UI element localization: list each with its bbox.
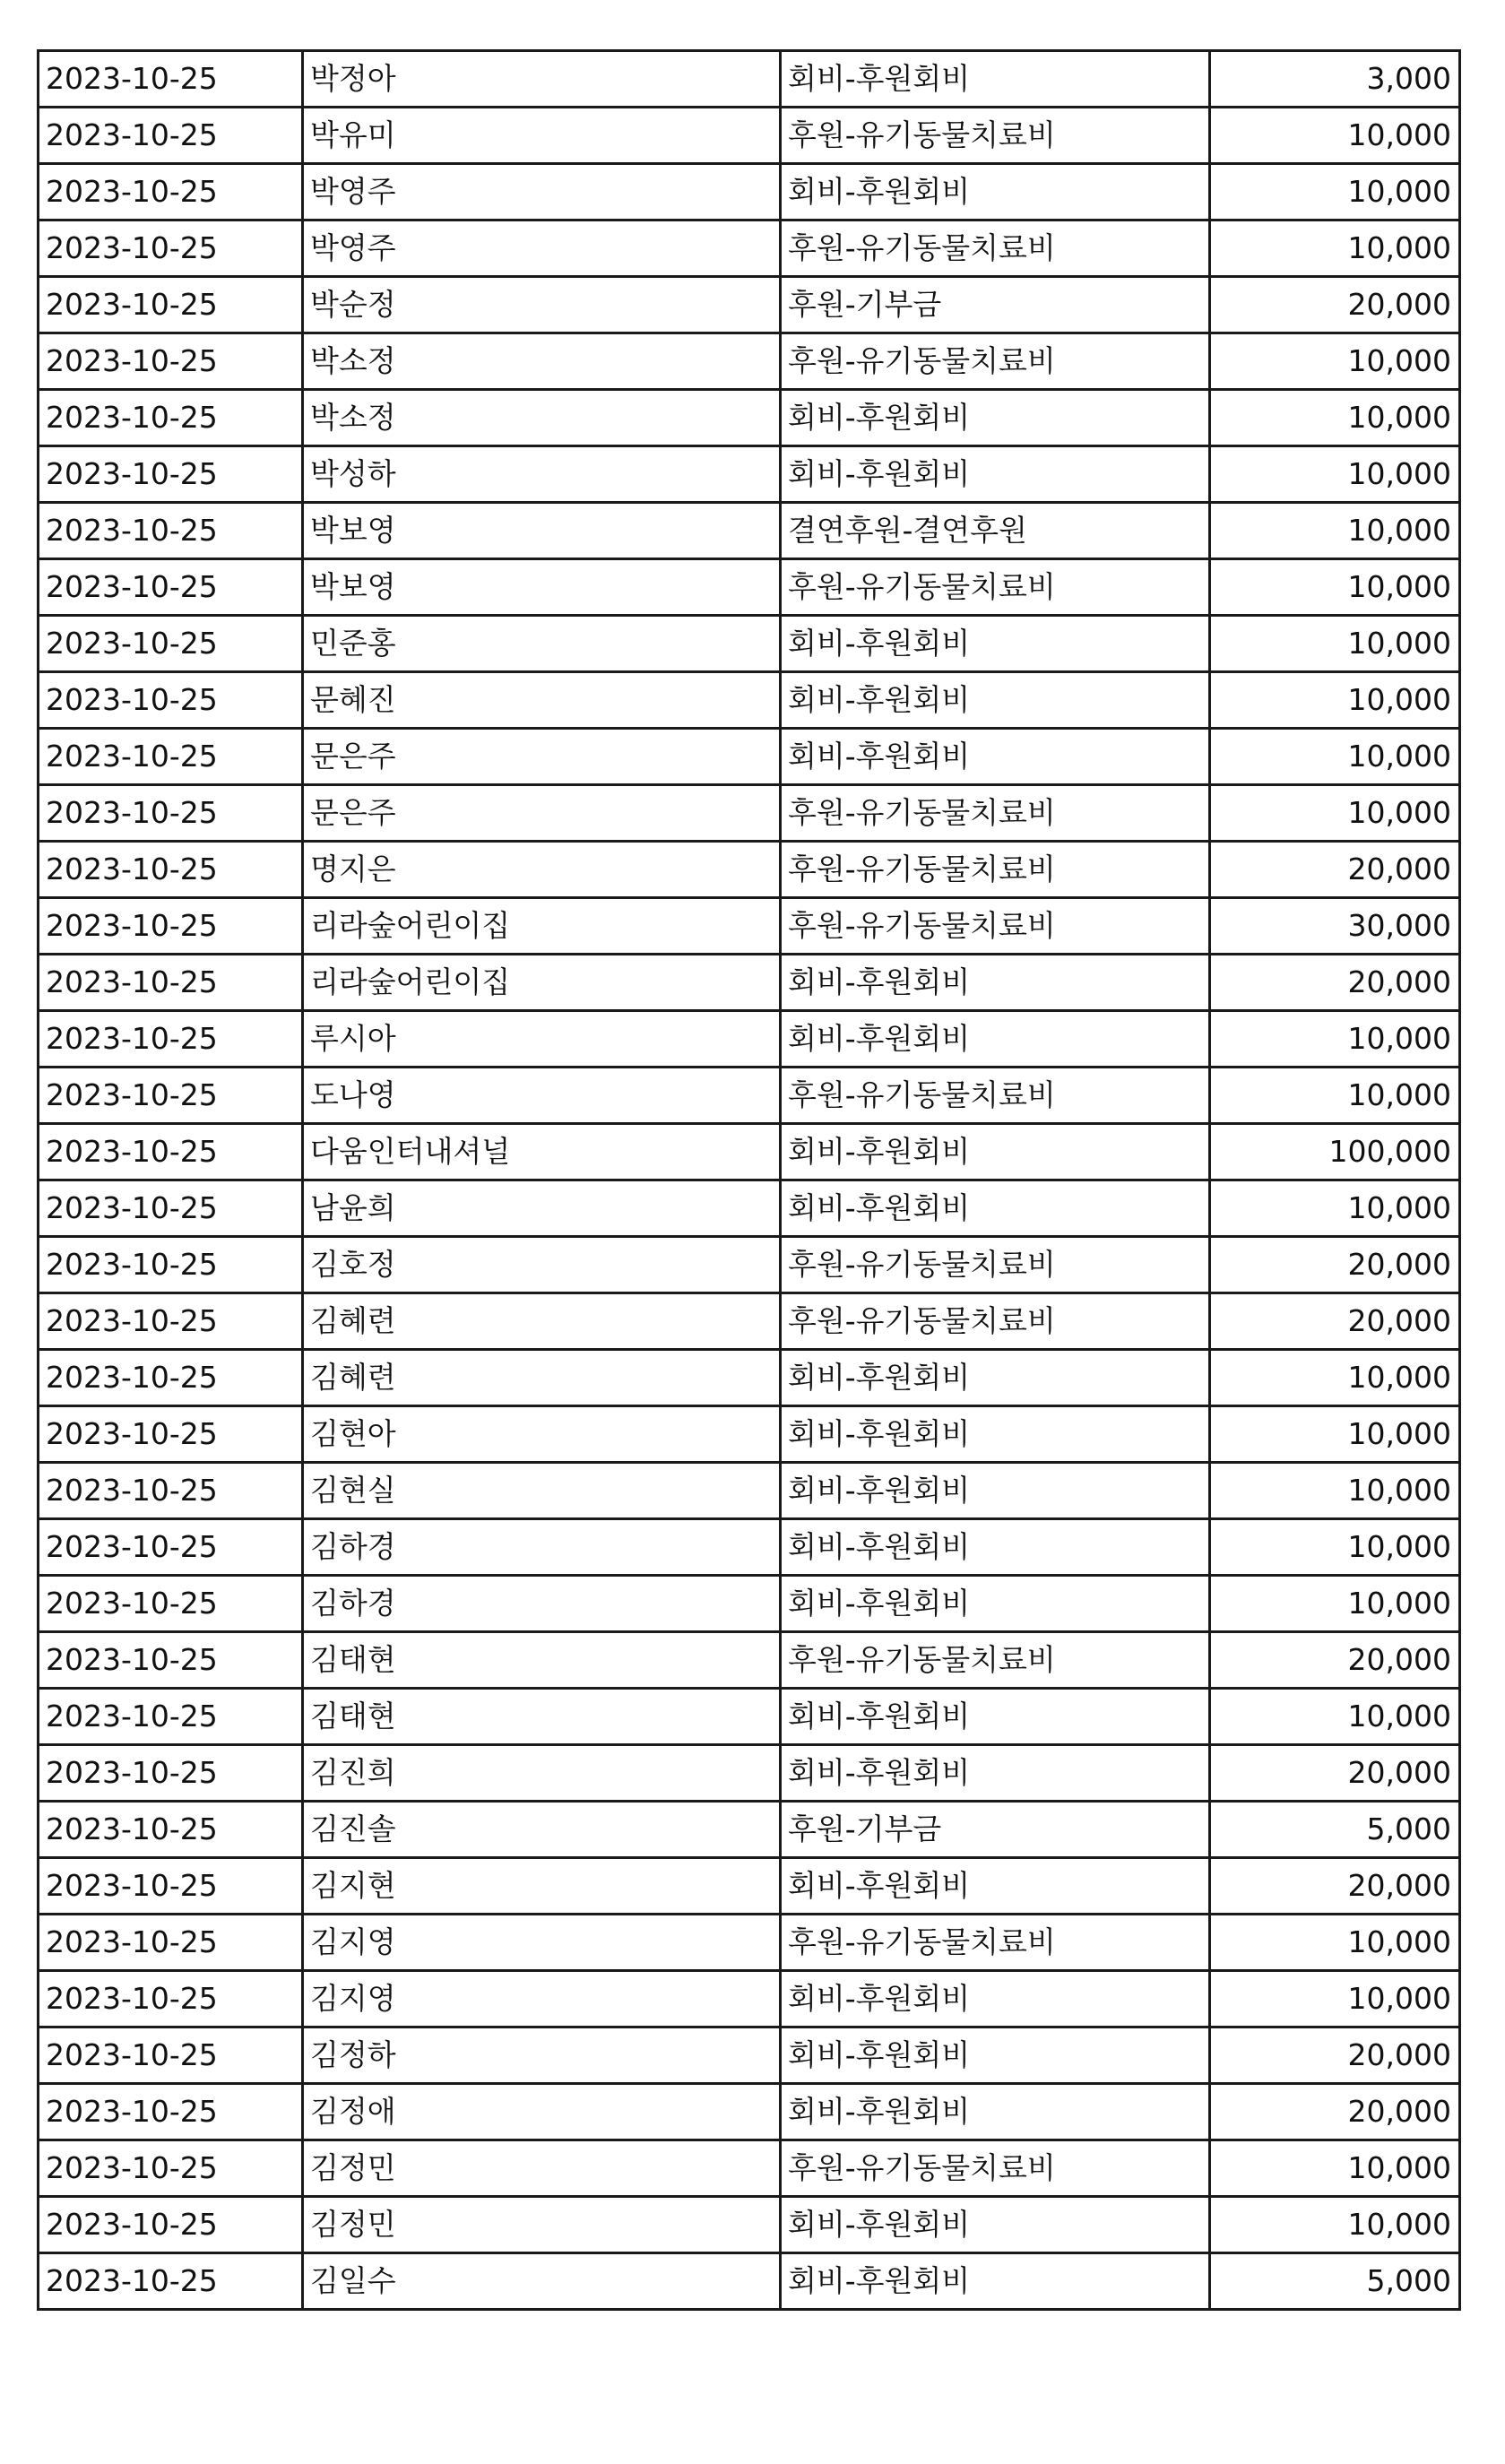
table-row: [39, 1576, 1460, 1632]
donation-type-cell: 후원-유기동물치료비: [781, 1068, 1210, 1124]
date-cell: 2023-10-25: [39, 164, 303, 220]
date-cell: 2023-10-25: [39, 503, 303, 559]
table-row: [39, 1858, 1460, 1915]
table-row: [39, 2027, 1460, 2084]
amount-cell: 20,000: [1210, 2084, 1460, 2140]
donor-name-cell: 다움인터내셔널: [303, 1124, 781, 1180]
amount-cell: 20,000: [1210, 2027, 1460, 2084]
amount-cell: 10,000: [1210, 1180, 1460, 1237]
date-cell: 2023-10-25: [39, 1745, 303, 1802]
donation-type-cell: 회비-후원회비: [781, 672, 1210, 729]
amount-cell: 10,000: [1210, 108, 1460, 164]
table-body: [39, 51, 1460, 2310]
table-row: [39, 729, 1460, 785]
table-row: [39, 1971, 1460, 2027]
donor-name-cell: 문혜진: [303, 672, 781, 729]
donor-name-cell: 박보영: [303, 559, 781, 616]
donation-type-cell: 회비-후원회비: [781, 2027, 1210, 2084]
table-row: [39, 898, 1460, 955]
donation-type-cell: 후원-유기동물치료비: [781, 1237, 1210, 1293]
donation-type-cell: 후원-유기동물치료비: [781, 842, 1210, 898]
donor-name-cell: 민준홍: [303, 616, 781, 672]
date-cell: 2023-10-25: [39, 2027, 303, 2084]
amount-cell: 5,000: [1210, 1802, 1460, 1858]
table-row: [39, 1237, 1460, 1293]
table-row: [39, 108, 1460, 164]
date-cell: 2023-10-25: [39, 729, 303, 785]
donor-name-cell: 문은주: [303, 785, 781, 842]
donation-type-cell: 회비-후원회비: [781, 1124, 1210, 1180]
donor-name-cell: 박유미: [303, 108, 781, 164]
date-cell: 2023-10-25: [39, 2084, 303, 2140]
donation-type-cell: 회비-후원회비: [781, 1971, 1210, 2027]
table-row: [39, 2197, 1460, 2253]
table-row: [39, 1011, 1460, 1068]
amount-cell: 10,000: [1210, 559, 1460, 616]
donation-type-cell: 회비-후원회비: [781, 1463, 1210, 1519]
date-cell: 2023-10-25: [39, 1011, 303, 1068]
amount-cell: 100,000: [1210, 1124, 1460, 1180]
amount-cell: 10,000: [1210, 1350, 1460, 1406]
date-cell: 2023-10-25: [39, 1802, 303, 1858]
date-cell: 2023-10-25: [39, 1632, 303, 1689]
donor-name-cell: 박성하: [303, 446, 781, 503]
table-row: [39, 1293, 1460, 1350]
donor-name-cell: 남윤희: [303, 1180, 781, 1237]
donation-type-cell: 회비-후원회비: [781, 2084, 1210, 2140]
table-row: [39, 390, 1460, 446]
amount-cell: 10,000: [1210, 1971, 1460, 2027]
date-cell: 2023-10-25: [39, 1350, 303, 1406]
date-cell: 2023-10-25: [39, 2197, 303, 2253]
table-row: [39, 51, 1460, 108]
amount-cell: 10,000: [1210, 164, 1460, 220]
amount-cell: 30,000: [1210, 898, 1460, 955]
table-row: [39, 672, 1460, 729]
donor-name-cell: 김하경: [303, 1576, 781, 1632]
date-cell: 2023-10-25: [39, 333, 303, 390]
donation-type-cell: 후원-유기동물치료비: [781, 1293, 1210, 1350]
donation-type-cell: 후원-기부금: [781, 1802, 1210, 1858]
date-cell: 2023-10-25: [39, 1406, 303, 1463]
date-cell: 2023-10-25: [39, 1237, 303, 1293]
amount-cell: 10,000: [1210, 1011, 1460, 1068]
amount-cell: 20,000: [1210, 842, 1460, 898]
date-cell: 2023-10-25: [39, 898, 303, 955]
donor-name-cell: 김정애: [303, 2084, 781, 2140]
date-cell: 2023-10-25: [39, 1689, 303, 1745]
amount-cell: 3,000: [1210, 51, 1460, 108]
table-row: [39, 333, 1460, 390]
donor-name-cell: 김태현: [303, 1632, 781, 1689]
table-row: [39, 955, 1460, 1011]
donation-type-cell: 회비-후원회비: [781, 2253, 1210, 2310]
donor-name-cell: 김현실: [303, 1463, 781, 1519]
donation-type-cell: 회비-후원회비: [781, 1519, 1210, 1576]
donation-table: [37, 49, 1461, 2311]
table-row: [39, 277, 1460, 333]
amount-cell: 10,000: [1210, 1576, 1460, 1632]
table-row: [39, 1519, 1460, 1576]
donation-type-cell: 후원-유기동물치료비: [781, 559, 1210, 616]
donor-name-cell: 루시아: [303, 1011, 781, 1068]
table-row: [39, 2140, 1460, 2197]
donation-type-cell: 후원-유기동물치료비: [781, 220, 1210, 277]
donor-name-cell: 김정민: [303, 2197, 781, 2253]
donor-name-cell: 박소정: [303, 333, 781, 390]
amount-cell: 20,000: [1210, 1293, 1460, 1350]
donation-type-cell: 회비-후원회비: [781, 1689, 1210, 1745]
table-row: [39, 559, 1460, 616]
amount-cell: 10,000: [1210, 446, 1460, 503]
donor-name-cell: 박소정: [303, 390, 781, 446]
date-cell: 2023-10-25: [39, 2253, 303, 2310]
table-row: [39, 616, 1460, 672]
amount-cell: 10,000: [1210, 729, 1460, 785]
date-cell: 2023-10-25: [39, 220, 303, 277]
amount-cell: 10,000: [1210, 616, 1460, 672]
donation-type-cell: 회비-후원회비: [781, 446, 1210, 503]
donation-type-cell: 회비-후원회비: [781, 2197, 1210, 2253]
amount-cell: 10,000: [1210, 785, 1460, 842]
amount-cell: 20,000: [1210, 1632, 1460, 1689]
donor-name-cell: 박보영: [303, 503, 781, 559]
table-row: [39, 1915, 1460, 1971]
table-row: [39, 1689, 1460, 1745]
donation-type-cell: 후원-유기동물치료비: [781, 1915, 1210, 1971]
amount-cell: 20,000: [1210, 955, 1460, 1011]
date-cell: 2023-10-25: [39, 842, 303, 898]
donor-name-cell: 김진희: [303, 1745, 781, 1802]
donor-name-cell: 김혜련: [303, 1293, 781, 1350]
date-cell: 2023-10-25: [39, 1068, 303, 1124]
donation-type-cell: 후원-유기동물치료비: [781, 333, 1210, 390]
donor-name-cell: 김정민: [303, 2140, 781, 2197]
donor-name-cell: 박순정: [303, 277, 781, 333]
date-cell: 2023-10-25: [39, 955, 303, 1011]
donor-name-cell: 명지은: [303, 842, 781, 898]
date-cell: 2023-10-25: [39, 1971, 303, 2027]
table-row: [39, 2084, 1460, 2140]
donor-name-cell: 김지현: [303, 1858, 781, 1915]
date-cell: 2023-10-25: [39, 1519, 303, 1576]
table-row: [39, 503, 1460, 559]
table-row: [39, 842, 1460, 898]
table-row: [39, 1802, 1460, 1858]
donation-type-cell: 회비-후원회비: [781, 1180, 1210, 1237]
donation-type-cell: 후원-기부금: [781, 277, 1210, 333]
donation-type-cell: 후원-유기동물치료비: [781, 108, 1210, 164]
date-cell: 2023-10-25: [39, 1293, 303, 1350]
amount-cell: 10,000: [1210, 1689, 1460, 1745]
amount-cell: 20,000: [1210, 1237, 1460, 1293]
date-cell: 2023-10-25: [39, 1915, 303, 1971]
donation-type-cell: 회비-후원회비: [781, 1576, 1210, 1632]
amount-cell: 10,000: [1210, 1519, 1460, 1576]
amount-cell: 10,000: [1210, 1406, 1460, 1463]
donor-name-cell: 김태현: [303, 1689, 781, 1745]
donation-type-cell: 회비-후원회비: [781, 729, 1210, 785]
table-row: [39, 164, 1460, 220]
table-row: [39, 785, 1460, 842]
amount-cell: 20,000: [1210, 1858, 1460, 1915]
donation-type-cell: 회비-후원회비: [781, 164, 1210, 220]
table-row: [39, 1068, 1460, 1124]
donor-name-cell: 도나영: [303, 1068, 781, 1124]
date-cell: 2023-10-25: [39, 446, 303, 503]
date-cell: 2023-10-25: [39, 672, 303, 729]
donation-type-cell: 후원-유기동물치료비: [781, 2140, 1210, 2197]
donation-type-cell: 회비-후원회비: [781, 955, 1210, 1011]
table-row: [39, 1350, 1460, 1406]
donation-type-cell: 회비-후원회비: [781, 51, 1210, 108]
donation-type-cell: 후원-유기동물치료비: [781, 898, 1210, 955]
date-cell: 2023-10-25: [39, 616, 303, 672]
amount-cell: 10,000: [1210, 2197, 1460, 2253]
donation-type-cell: 후원-유기동물치료비: [781, 1632, 1210, 1689]
donor-name-cell: 박영주: [303, 220, 781, 277]
table-row: [39, 1632, 1460, 1689]
date-cell: 2023-10-25: [39, 559, 303, 616]
amount-cell: 5,000: [1210, 2253, 1460, 2310]
amount-cell: 10,000: [1210, 333, 1460, 390]
donation-ledger: [37, 49, 1458, 2311]
donor-name-cell: 김호정: [303, 1237, 781, 1293]
table-row: [39, 1406, 1460, 1463]
date-cell: 2023-10-25: [39, 51, 303, 108]
donation-type-cell: 회비-후원회비: [781, 1350, 1210, 1406]
amount-cell: 20,000: [1210, 1745, 1460, 1802]
table-row: [39, 1124, 1460, 1180]
donation-type-cell: 결연후원-결연후원: [781, 503, 1210, 559]
donor-name-cell: 박영주: [303, 164, 781, 220]
table-row: [39, 220, 1460, 277]
donor-name-cell: 김일수: [303, 2253, 781, 2310]
date-cell: 2023-10-25: [39, 277, 303, 333]
donation-type-cell: 회비-후원회비: [781, 390, 1210, 446]
donor-name-cell: 박정아: [303, 51, 781, 108]
date-cell: 2023-10-25: [39, 1576, 303, 1632]
amount-cell: 10,000: [1210, 220, 1460, 277]
amount-cell: 10,000: [1210, 1915, 1460, 1971]
date-cell: 2023-10-25: [39, 1124, 303, 1180]
amount-cell: 10,000: [1210, 2140, 1460, 2197]
donor-name-cell: 김지영: [303, 1971, 781, 2027]
table-row: [39, 2253, 1460, 2310]
donor-name-cell: 리라숲어린이집: [303, 898, 781, 955]
donor-name-cell: 김현아: [303, 1406, 781, 1463]
table-row: [39, 446, 1460, 503]
donor-name-cell: 김혜련: [303, 1350, 781, 1406]
date-cell: 2023-10-25: [39, 785, 303, 842]
donor-name-cell: 리라숲어린이집: [303, 955, 781, 1011]
amount-cell: 20,000: [1210, 277, 1460, 333]
amount-cell: 10,000: [1210, 1068, 1460, 1124]
donation-type-cell: 회비-후원회비: [781, 1011, 1210, 1068]
table-row: [39, 1463, 1460, 1519]
donation-type-cell: 회비-후원회비: [781, 1745, 1210, 1802]
date-cell: 2023-10-25: [39, 390, 303, 446]
donation-type-cell: 회비-후원회비: [781, 1858, 1210, 1915]
table-row: [39, 1180, 1460, 1237]
donor-name-cell: 김하경: [303, 1519, 781, 1576]
donor-name-cell: 문은주: [303, 729, 781, 785]
donation-type-cell: 회비-후원회비: [781, 1406, 1210, 1463]
date-cell: 2023-10-25: [39, 1180, 303, 1237]
table-row: [39, 1745, 1460, 1802]
amount-cell: 10,000: [1210, 390, 1460, 446]
donor-name-cell: 김진솔: [303, 1802, 781, 1858]
donor-name-cell: 김정하: [303, 2027, 781, 2084]
amount-cell: 10,000: [1210, 1463, 1460, 1519]
amount-cell: 10,000: [1210, 672, 1460, 729]
date-cell: 2023-10-25: [39, 1463, 303, 1519]
date-cell: 2023-10-25: [39, 2140, 303, 2197]
donor-name-cell: 김지영: [303, 1915, 781, 1971]
donation-type-cell: 후원-유기동물치료비: [781, 785, 1210, 842]
donation-type-cell: 회비-후원회비: [781, 616, 1210, 672]
date-cell: 2023-10-25: [39, 1858, 303, 1915]
date-cell: 2023-10-25: [39, 108, 303, 164]
amount-cell: 10,000: [1210, 503, 1460, 559]
